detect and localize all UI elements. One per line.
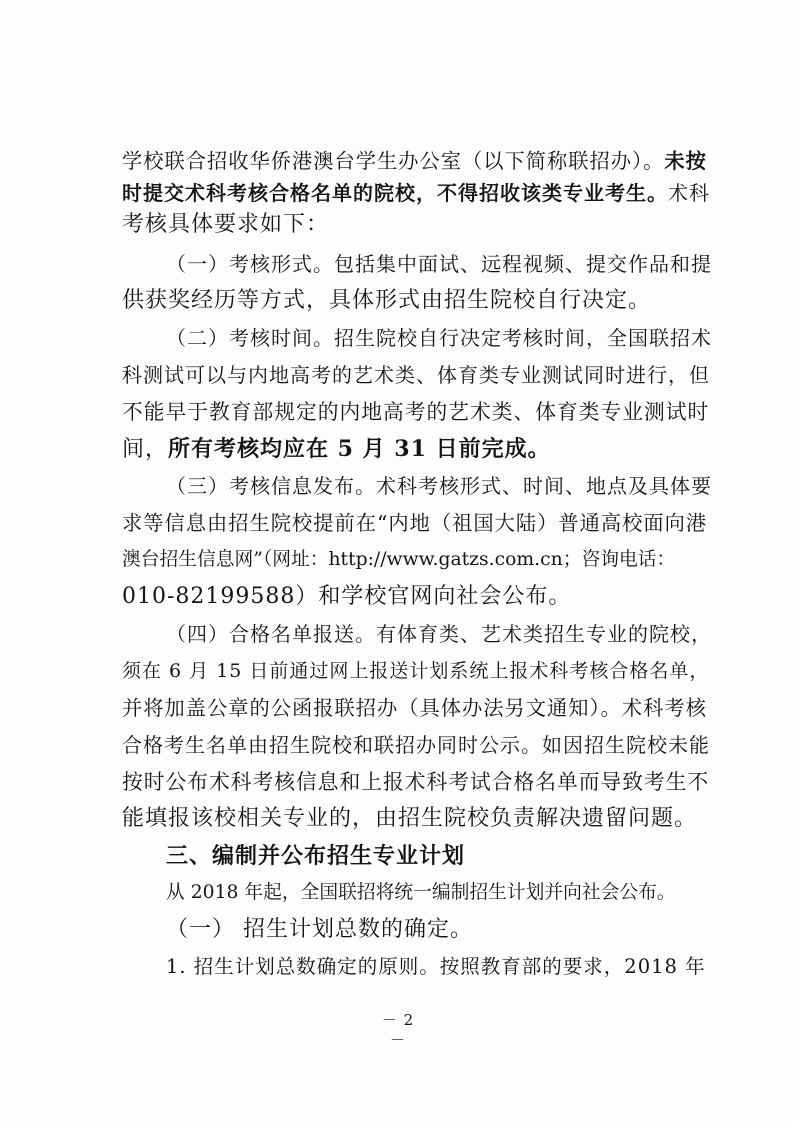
text-line-14: （四）合格名单报送。有体育类、艺术类招生专业的院校， xyxy=(166,622,712,646)
text-line-7: 科测试可以与内地高考的艺术类、体育类专业测试同时进行，但 xyxy=(122,363,710,387)
text-line-4: （一）考核形式。包括集中面试、远程视频、提交作品和提 xyxy=(166,252,712,276)
line-2-bold-text: 时提交术科考核合格名单的院校，不得招收该类专业考生。 xyxy=(122,181,668,205)
text-line-11: 求等信息由招生院校提前在“内地（祖国大陆）普通高校面向港 xyxy=(122,511,708,535)
subsection-heading: （一） 招生计划总数的确定。 xyxy=(166,917,473,942)
text-line-2 xyxy=(122,179,710,207)
text-line-18: 按时公布术科考核信息和上报术科考试合格名单而导致考生不 xyxy=(122,770,710,794)
text-line-21: 从 2018 年起，全国联招将统一编制招生计划并向社会公布。 xyxy=(166,882,676,903)
line-2-text: 术科 xyxy=(668,181,710,205)
line-9-text: 间， xyxy=(122,437,169,462)
text-line-6: （二）考核时间。招生院校自行决定考核时间，全国联招术 xyxy=(166,326,712,350)
text-line-12: 澳台招生信息网”（网址：http://www.gatzs.com.cn；咨询电话： xyxy=(122,549,676,570)
line-1-text: 学校联合招收华侨港澳台学生办公室（以下简称联招办）。 xyxy=(122,149,665,173)
text-line-9 xyxy=(122,435,551,464)
page-number: － 2 － xyxy=(381,1011,415,1049)
text-line-13: 010-82199588）和学校官网向社会公布。 xyxy=(122,584,572,609)
text-line-10: （三）考核信息发布。术科考核形式、时间、地点及具体要 xyxy=(166,474,712,498)
text-line-5: 供获奖经历等方式，具体形式由招生院校自行决定。 xyxy=(122,288,652,313)
text-line-17: 合格考生名单由招生院校和联招办同时公示。如因招生院校未能 xyxy=(122,733,710,757)
text-line-15: 须在 6 月 15 日前通过网上报送计划系统上报术科考核合格名单， xyxy=(122,660,710,682)
text-line-8: 不能早于教育部规定的内地高考的艺术类、体育类专业测试时 xyxy=(122,400,710,424)
text-line-23: 1. 招生计划总数确定的原则。按照教育部的要求，2018 年 xyxy=(166,955,706,978)
section-heading: 三、编制并公布招生专业计划 xyxy=(166,843,466,869)
text-line-16: 并将加盖公章的公函报联招办（具体办法另文通知）。术科考核 xyxy=(122,696,707,720)
line-9-bold-text: 所有考核均应在 5 月 31 日前完成。 xyxy=(168,436,551,462)
text-line-19: 能填报该校相关专业的，由招生院校负责解决遗留问题。 xyxy=(122,806,698,831)
line-1-bold-text: 未按 xyxy=(664,149,707,173)
text-line-3: 考核具体要求如下： xyxy=(122,212,330,237)
text-line-1 xyxy=(122,147,707,175)
